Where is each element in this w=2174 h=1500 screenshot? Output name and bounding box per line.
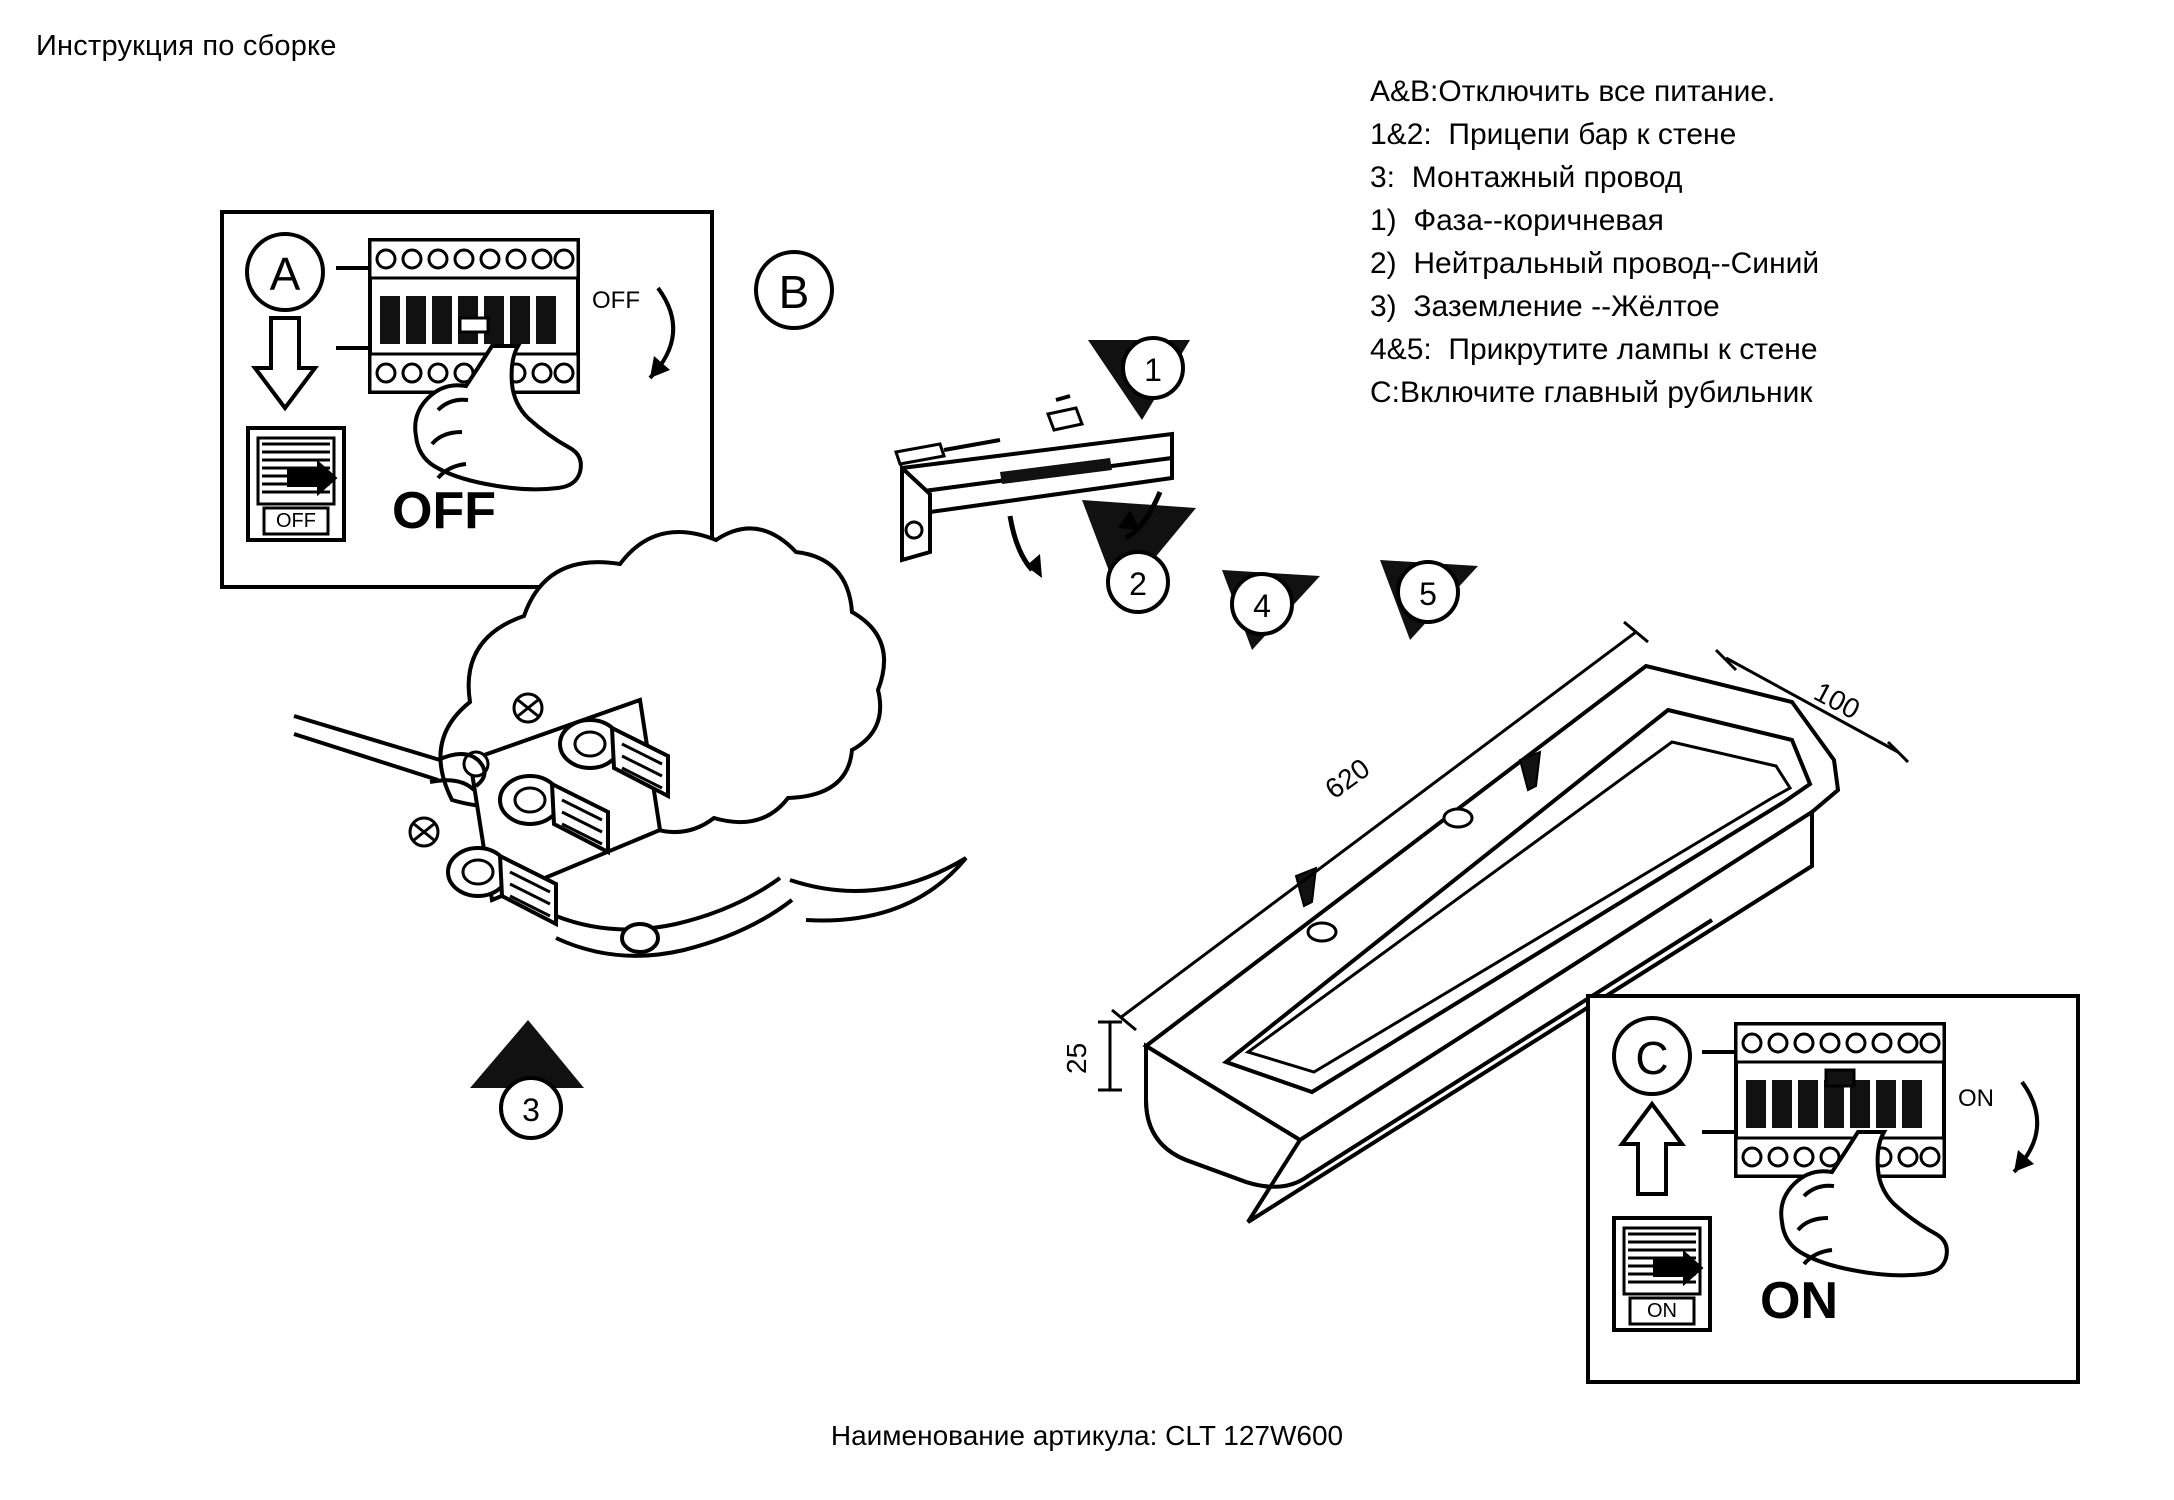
step1-label: 1 <box>1144 352 1162 388</box>
panel-b-letter: B <box>778 266 810 318</box>
panel-a-off-small-label: OFF <box>592 287 640 314</box>
mounting-bar-group <box>896 338 1478 650</box>
dimension-height-label: 25 <box>1061 1042 1092 1074</box>
cable-grommet <box>622 924 658 952</box>
panel-a-breaker-bank <box>336 240 578 392</box>
instruction-line-5: 2) Нейтральный провод--Синий <box>1370 247 1820 280</box>
instruction-line-6: 3) Заземление --Жёлтое <box>1370 290 1720 323</box>
panel-a-active-switch <box>460 318 488 332</box>
wiring-cloud-tail <box>790 858 966 920</box>
assembly-arrow-1-icon <box>1010 516 1032 570</box>
panel-a-breaker-label: OFF <box>276 510 316 532</box>
article-name-footer: Наименование артикула: CLT 127W600 <box>830 1420 1344 1451</box>
outgoing-cable <box>556 878 792 956</box>
step5-label: 5 <box>1419 576 1437 612</box>
step4-label: 4 <box>1253 588 1271 624</box>
wiring-group <box>294 528 966 1138</box>
panel-c-group <box>1588 996 2078 1382</box>
instruction-line-7: 4&5: Прикрутите лампы к стене <box>1370 333 1818 366</box>
panel-c-letter: C <box>1635 1032 1669 1084</box>
dimension-length-label: 620 <box>1319 752 1376 805</box>
instruction-line-1: A&B:Отключить все питание. <box>1370 75 1776 108</box>
panel-c-breaker-label: ON <box>1647 1300 1677 1322</box>
instruction-line-3: 3: Монтажный провод <box>1370 161 1683 194</box>
step2-label: 2 <box>1129 566 1147 602</box>
panel-b-group <box>756 252 832 328</box>
dimension-width-label: 100 <box>1809 675 1865 726</box>
assembly-arrow-1-head-icon <box>1026 554 1042 578</box>
panel-c-on-word: ON <box>1760 1272 1838 1330</box>
panel-c-breaker-bank <box>1702 1024 1944 1176</box>
panel-a-group <box>222 212 712 587</box>
instruction-line-8: C:Включите главный рубильник <box>1370 376 1813 409</box>
dimension-height <box>1098 1022 1122 1090</box>
step3-label: 3 <box>522 1092 540 1128</box>
page-title: Инструкция по сборке <box>36 30 337 62</box>
panel-a-letter: A <box>269 248 301 300</box>
instruction-line-2: 1&2: Прицепи бар к стене <box>1370 118 1737 151</box>
panel-c-active-switch <box>1826 1070 1854 1086</box>
panel-a-off-word: OFF <box>392 482 496 540</box>
panel-c-on-small-label: ON <box>1958 1085 1994 1112</box>
instruction-line-4: 1) Фаза--коричневая <box>1370 204 1664 237</box>
mounting-bar-hole <box>906 522 922 538</box>
